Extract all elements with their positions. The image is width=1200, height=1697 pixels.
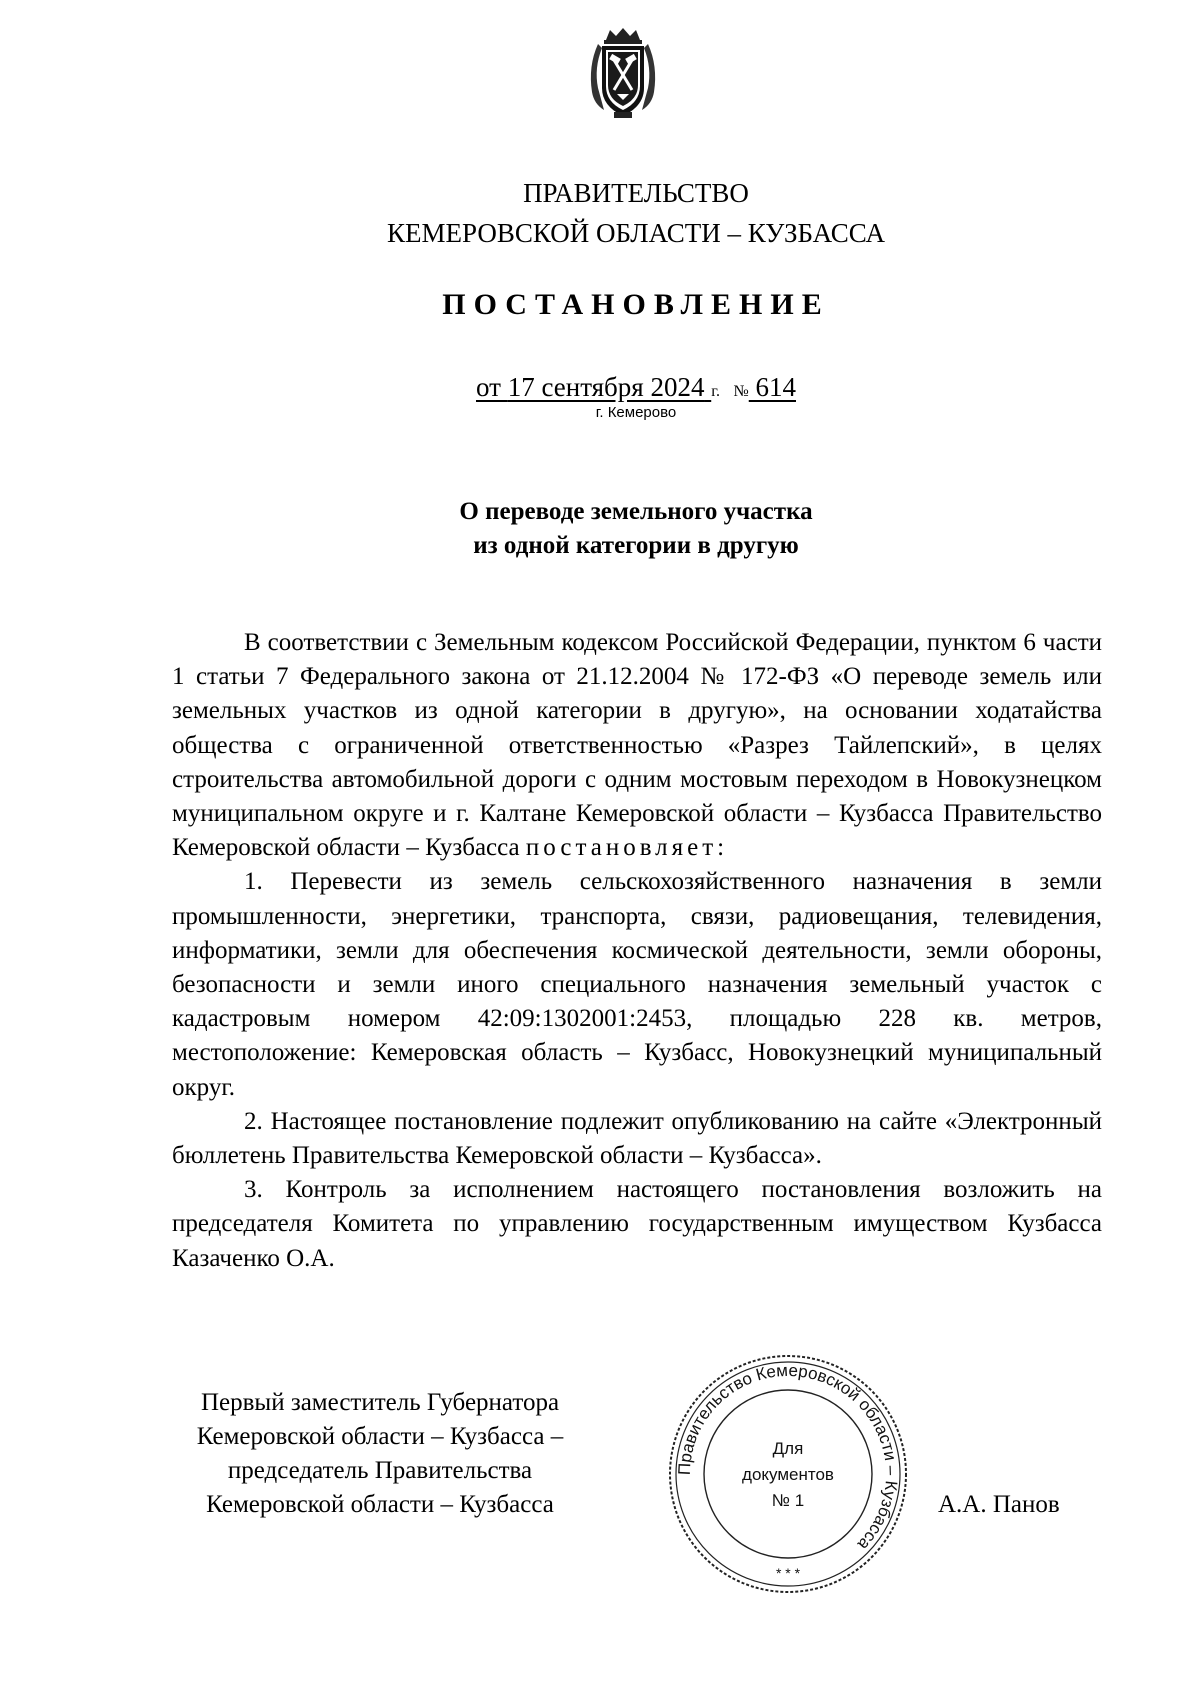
document-body: [172, 626, 1102, 1276]
preamble-text: В соответствии с Земельным кодексом Российской Федерации, пунктом 6 части 1 статьи 7 Федерального закона от 21.12.2004 № 172-ФЗ «О переводе земель или земельных участков из одной категории в другую», на основании ходатайства общества с ограниченной ответственностью «Разрез Тайлепский», в целях строительства автомобильной дороги с одним мостовым переходом в Новокузнецком муниципальном округе и г. Калтане Кемеровской области – Кузбасса Правительство Кемеровской области – Кузбасса: [172, 629, 1102, 862]
item-1: 1. Перевести из земель сельскохозяйственного назначения в земли промышленности, энергетики, транспорта, связи, радиовещания, телевидения, информатики, земли для обеспечения космической деятельности, земли обороны, безопасности и земли иного специального назначения земельный участок с кадастровым номером 42:09:1302001:2453, площадью 228 кв. метров, местоположение: Кемеровская область – Кузбасс, Новокузнецкий муниципальный округ.: [172, 868, 1102, 1101]
stamp-center-line1: Для: [772, 1439, 804, 1458]
stamp-center-line2: документов: [742, 1465, 834, 1484]
year-suffix: г.: [711, 383, 720, 400]
coat-of-arms-icon: [584, 26, 662, 122]
item-2: 2. Настоящее постановление подлежит опубликованию на сайте «Электронный бюллетень Правительства Кемеровской области – Кузбасса».: [172, 1107, 1102, 1170]
organization-name-line2: КЕМЕРОВСКОЙ ОБЛАСТИ – КУЗБАССА: [387, 218, 885, 248]
date-prefix: от: [476, 372, 508, 402]
signatory-name: А.А. Панов: [938, 1491, 1060, 1518]
item-3: 3. Контроль за исполнением настоящего постановления возложить на председателя Комитета по управлению государственным имуществом Кузбасса Казаченко О.А.: [172, 1176, 1102, 1272]
decree-word: постановляет:: [525, 834, 729, 862]
stamp-stars: * * *: [775, 1565, 801, 1581]
subject-line1: О переводе земельного участка: [459, 498, 813, 525]
preamble-paragraph: [172, 626, 1102, 865]
document-subject: [0, 495, 1200, 563]
signatory-title-line2: Кемеровской области – Кузбасса –: [196, 1423, 564, 1450]
document-date: 17 сентября 2024: [507, 372, 705, 402]
signatory-title: [170, 1386, 590, 1522]
document-number: 614: [755, 372, 796, 402]
subject-line2: из одной категории в другую: [473, 532, 799, 559]
number-sign: №: [733, 383, 749, 400]
organization-name-line1: ПРАВИТЕЛЬСТВО: [523, 178, 749, 208]
stamp-ring-text: Правительство Кемеровской области – Кузбасса: [674, 1360, 902, 1555]
signatory-title-line3: председатель Правительства: [227, 1457, 533, 1484]
signatory-title-line4: Кемеровской области – Кузбасса: [206, 1491, 554, 1518]
document-type: ПОСТАНОВЛЕНИЕ: [442, 288, 830, 321]
city: г. Кемерово: [595, 404, 677, 421]
stamp-center-line3: № 1: [771, 1491, 805, 1510]
signatory-title-line1: Первый заместитель Губернатора: [200, 1389, 560, 1416]
